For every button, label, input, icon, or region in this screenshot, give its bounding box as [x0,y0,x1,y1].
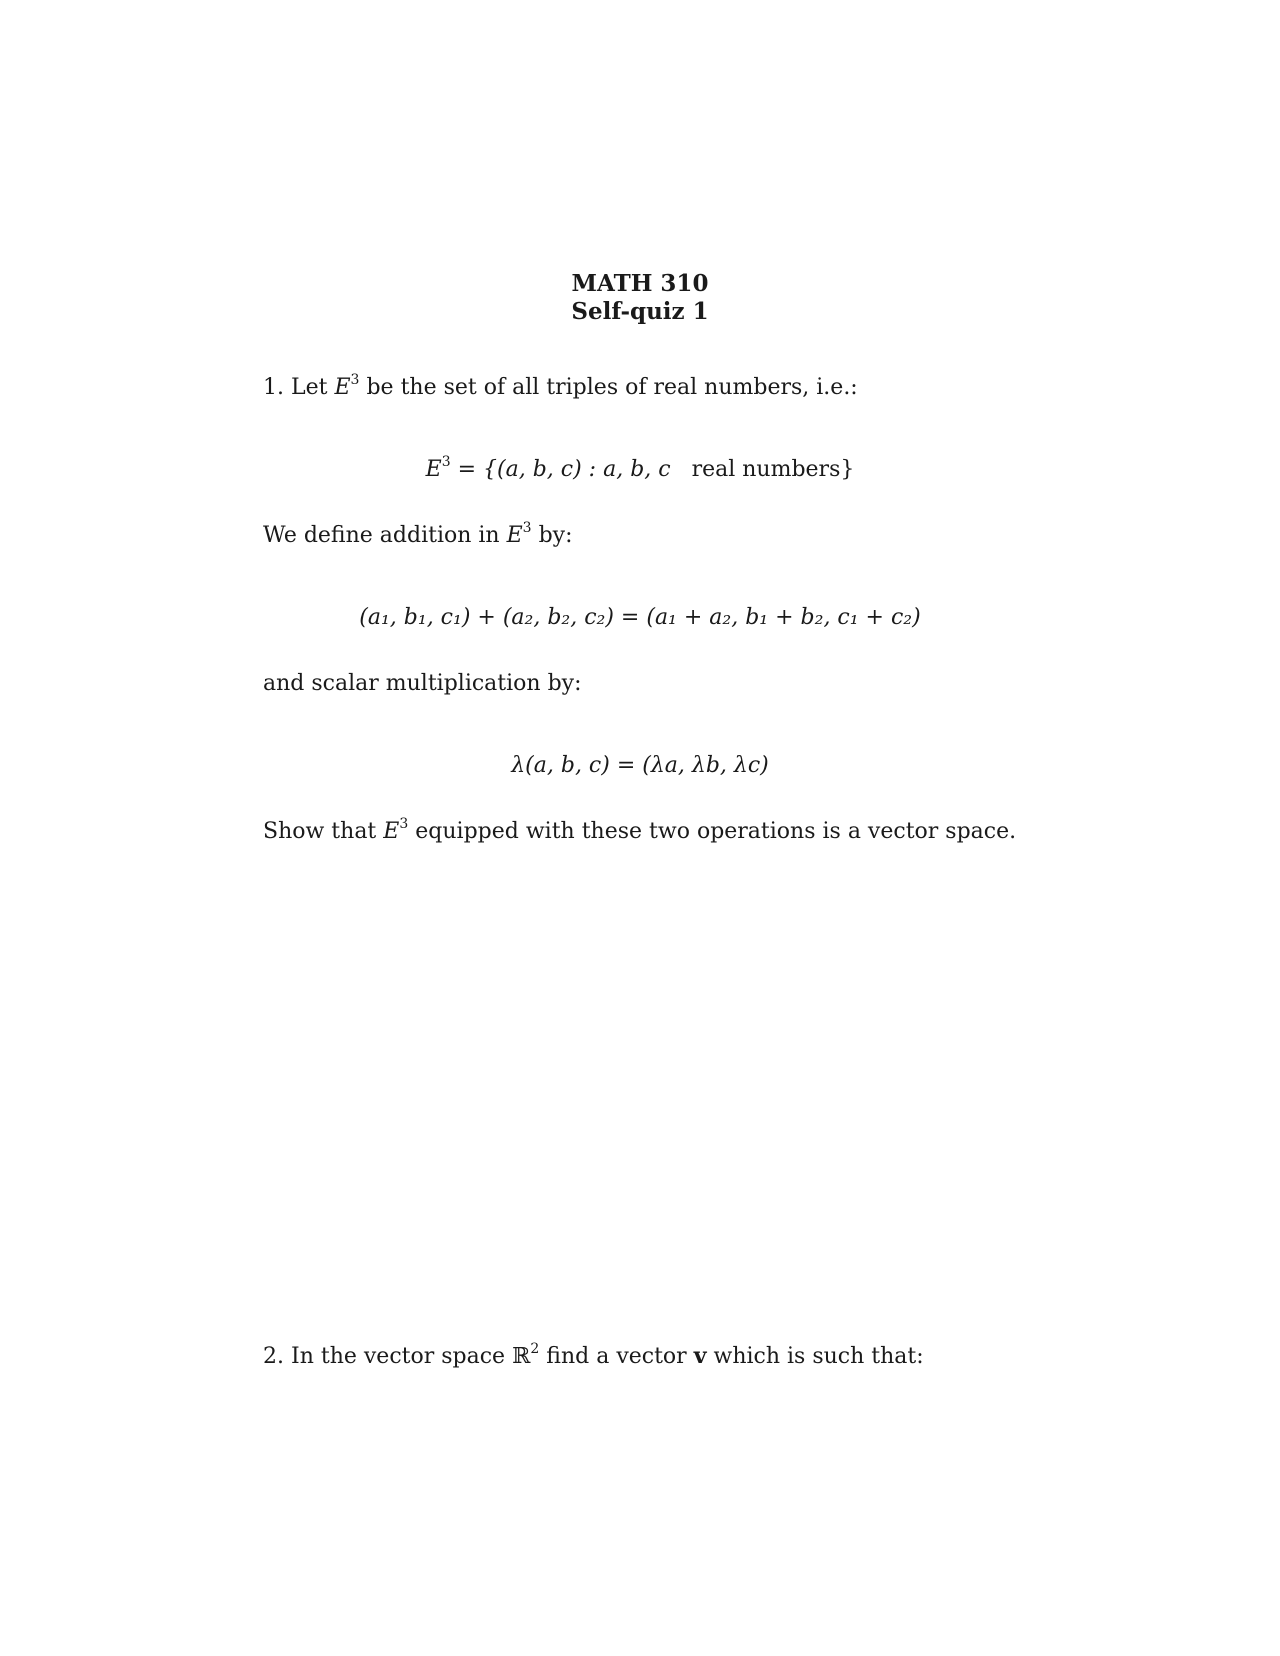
addition-intro-text-a: We define addition in [263,523,500,548]
set-definition-text: real numbers} [691,457,855,482]
problem-1-number: 1. [263,375,284,400]
addition-formula: (a₁, b₁, c₁) + (a₂, b₂, c₂) = (a₁ + a₂, b₁ + b₂, c₁ + c₂) [359,605,921,630]
addition-intro-text-b: by: [538,523,573,548]
problem-2-text-c: which is such that: [713,1344,924,1369]
course-title: MATH 310 [571,270,709,297]
set-definition-math: = {(a, b, c) : a, b, c [457,457,671,482]
task-text-b: equipped with these two operations is a vector space. [415,819,1017,844]
problem-2-number: 2. [263,1344,284,1369]
problem-1-intro-text-a: Let [291,375,328,400]
problem-2-intro [263,1342,924,1371]
set-definition-formula [0,456,1280,484]
scalar-intro: and scalar multiplication by: [263,671,582,696]
space-symbol: ℝ$^2$ [512,1341,540,1369]
set-symbol-ref: $E^3$ [506,520,532,548]
problem-2-text-a: In the vector space [291,1344,506,1369]
scalar-formula: λ(a, b, c) = (λa, λb, λc) [511,753,769,778]
set-definition-lhs: $E^3$ [425,454,451,482]
quiz-title: Self-quiz 1 [571,298,709,325]
problem-1-task [263,818,1016,846]
vector-symbol: v [693,1343,707,1369]
problem-2-text-b: find a vector [546,1344,687,1369]
problem-1-intro-text-b: be the set of all triples of real numbers, i.e.: [366,375,858,400]
set-symbol-task: $E^3$ [383,816,409,844]
title-block [0,270,1280,326]
set-symbol: $E^3$ [334,372,360,400]
problem-1-intro [263,374,858,402]
addition-intro [263,522,573,550]
task-text-a: Show that [263,819,377,844]
